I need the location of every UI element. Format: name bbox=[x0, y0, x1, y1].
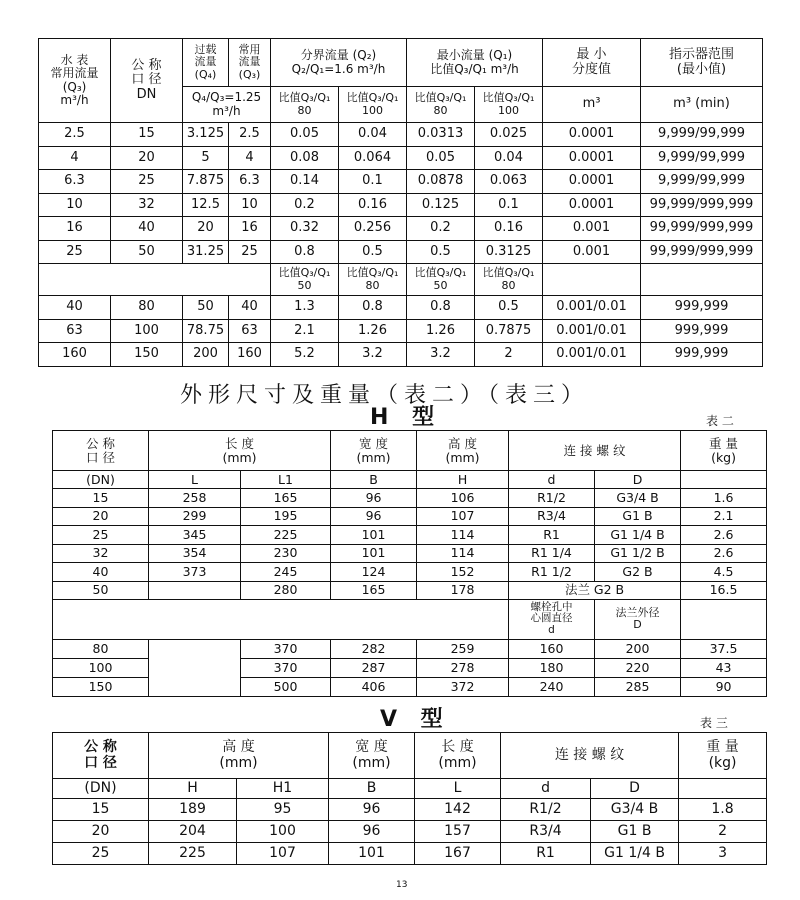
h-row50-B: 165 bbox=[331, 581, 417, 599]
cell-B: 96 bbox=[329, 799, 415, 821]
subheader-q1-ratio-80: 比值Q₃/Q₁ 80 bbox=[475, 264, 543, 296]
cell-L: 373 bbox=[149, 563, 241, 582]
cell-q4: 200 bbox=[183, 343, 229, 367]
cell-dn: 40 bbox=[111, 217, 183, 241]
h-header-D: D bbox=[595, 471, 681, 489]
cell-q2-a: 5.2 bbox=[271, 343, 339, 367]
cell-dn: 32 bbox=[111, 193, 183, 217]
cell-weight: 43 bbox=[681, 658, 767, 677]
h-flange-bolt-circle: 螺栓孔中 心圆直径 d bbox=[509, 599, 595, 639]
cell-q2-b: 0.1 bbox=[339, 170, 407, 194]
cell-H: 204 bbox=[149, 821, 237, 843]
header-resolution: 最 小 分度值 bbox=[543, 39, 641, 87]
cell-dn: 25 bbox=[53, 526, 149, 545]
cell-B: 96 bbox=[331, 489, 417, 508]
table-row bbox=[39, 319, 763, 343]
cell-q4: 20 bbox=[183, 217, 229, 241]
cell-L: 167 bbox=[415, 843, 501, 865]
table-row bbox=[53, 821, 767, 843]
cell-B: 124 bbox=[331, 563, 417, 582]
cell-resolution: 0.0001 bbox=[543, 123, 641, 147]
v-header-D: D bbox=[591, 779, 679, 799]
cell-dn: 150 bbox=[53, 677, 149, 696]
v-header-height: 高 度 (mm) bbox=[149, 733, 329, 779]
cell-q3: 63 bbox=[229, 319, 271, 343]
table-row bbox=[53, 489, 767, 508]
h-flange-spacer bbox=[53, 599, 509, 639]
cell-H: 278 bbox=[417, 658, 509, 677]
cell-H: 189 bbox=[149, 799, 237, 821]
v-type-dimension-table bbox=[52, 732, 767, 865]
cell-q2-a: 0.08 bbox=[271, 146, 339, 170]
h-flange-weight-blank bbox=[681, 599, 767, 639]
cell-q2-b: 0.256 bbox=[339, 217, 407, 241]
cell-q2-b: 0.04 bbox=[339, 123, 407, 147]
cell-D: 285 bbox=[595, 677, 681, 696]
h-header-weight-blank bbox=[681, 471, 767, 489]
v-header-B: B bbox=[329, 779, 415, 799]
cell-range: 999,999 bbox=[641, 296, 763, 320]
v-header-L: L bbox=[415, 779, 501, 799]
header-transitional-flow: 分界流量 (Q₂) Q₂/Q₁=1.6 m³/h bbox=[271, 39, 407, 87]
h-row50-dn: 50 bbox=[53, 581, 149, 599]
cell-q3: 40 bbox=[229, 296, 271, 320]
cell-q1-b: 0.063 bbox=[475, 170, 543, 194]
table-row bbox=[39, 170, 763, 194]
v-header-thread: 连 接 螺 纹 bbox=[501, 733, 679, 779]
cell-weight: 4.5 bbox=[681, 563, 767, 582]
table-row bbox=[39, 343, 763, 367]
cell-range: 99,999/999,999 bbox=[641, 240, 763, 264]
cell-q2-b: 0.5 bbox=[339, 240, 407, 264]
cell-L1: 165 bbox=[241, 489, 331, 508]
table-row bbox=[53, 799, 767, 821]
h-header-H: H bbox=[417, 471, 509, 489]
h-header-length: 长 度 (mm) bbox=[149, 431, 331, 471]
cell-q1-b: 0.3125 bbox=[475, 240, 543, 264]
v-header-H: H bbox=[149, 779, 237, 799]
cell-B: 96 bbox=[329, 821, 415, 843]
cell-L1: 245 bbox=[241, 563, 331, 582]
h-header-L1: L1 bbox=[241, 471, 331, 489]
subheader-q2-ratio-80: 比值Q₃/Q₁ 80 bbox=[339, 264, 407, 296]
h-row50-flange: 法兰 G2 B bbox=[509, 581, 681, 599]
cell-L: 258 bbox=[149, 489, 241, 508]
h-header-width: 宽 度 (mm) bbox=[331, 431, 417, 471]
cell-q2-a: 0.2 bbox=[271, 193, 339, 217]
subheader-blank-range bbox=[641, 264, 763, 296]
cell-q3: 16 bbox=[229, 217, 271, 241]
header-indicator-range: 指示器范围 (最小值) bbox=[641, 39, 763, 87]
cell-H: 106 bbox=[417, 489, 509, 508]
cell-q2-b: 1.26 bbox=[339, 319, 407, 343]
table-row bbox=[53, 639, 767, 658]
h-header-dn-unit: (DN) bbox=[53, 471, 149, 489]
v-header-weight: 重 量 (kg) bbox=[679, 733, 767, 779]
cell-D: G3/4 B bbox=[591, 799, 679, 821]
cell-L: 299 bbox=[149, 507, 241, 526]
cell-q4: 3.125 bbox=[183, 123, 229, 147]
cell-weight: 2 bbox=[679, 821, 767, 843]
cell-dn: 150 bbox=[111, 343, 183, 367]
cell-D: G1 1/4 B bbox=[595, 526, 681, 545]
h-header-dn: 公 称 口 径 bbox=[53, 431, 149, 471]
h-flange-outer-dia: 法兰外径 D bbox=[595, 599, 681, 639]
v-type-tag: 表 三 bbox=[700, 716, 728, 730]
cell-resolution: 0.0001 bbox=[543, 146, 641, 170]
subheader-spacer bbox=[39, 264, 271, 296]
cell-B: 101 bbox=[331, 526, 417, 545]
cell-B: 101 bbox=[331, 544, 417, 563]
cell-flow: 16 bbox=[39, 217, 111, 241]
header-resolution-unit: m³ bbox=[543, 87, 641, 123]
cell-q3: 4 bbox=[229, 146, 271, 170]
cell-q2-b: 3.2 bbox=[339, 343, 407, 367]
table-row bbox=[39, 146, 763, 170]
cell-range: 99,999/999,999 bbox=[641, 217, 763, 241]
cell-q1-a: 3.2 bbox=[407, 343, 475, 367]
cell-L1: 370 bbox=[241, 639, 331, 658]
subheader-q1-ratio-50: 比值Q₃/Q₁ 50 bbox=[407, 264, 475, 296]
cell-dn: 25 bbox=[53, 843, 149, 865]
cell-q2-a: 1.3 bbox=[271, 296, 339, 320]
cell-q1-a: 0.0313 bbox=[407, 123, 475, 147]
cell-q1-b: 2 bbox=[475, 343, 543, 367]
cell-dn: 32 bbox=[53, 544, 149, 563]
cell-L: 157 bbox=[415, 821, 501, 843]
v-header-length: 长 度 (mm) bbox=[415, 733, 501, 779]
cell-H1: 95 bbox=[237, 799, 329, 821]
header-overload-flow: 过载 流量 (Q₄) bbox=[183, 39, 229, 87]
table-row bbox=[53, 507, 767, 526]
cell-flow: 10 bbox=[39, 193, 111, 217]
cell-q2-a: 0.32 bbox=[271, 217, 339, 241]
cell-H1: 100 bbox=[237, 821, 329, 843]
cell-dn: 100 bbox=[111, 319, 183, 343]
cell-weight: 2.6 bbox=[681, 544, 767, 563]
cell-d: R1 1/2 bbox=[509, 563, 595, 582]
cell-q1-a: 0.8 bbox=[407, 296, 475, 320]
header-nominal-diameter: 公 称 口 径 DN bbox=[111, 39, 183, 123]
cell-q4: 12.5 bbox=[183, 193, 229, 217]
cell-weight: 2.6 bbox=[681, 526, 767, 545]
cell-resolution: 0.001/0.01 bbox=[543, 319, 641, 343]
cell-L1: 195 bbox=[241, 507, 331, 526]
table-row bbox=[53, 544, 767, 563]
h-header-height: 高 度 (mm) bbox=[417, 431, 509, 471]
cell-B: 282 bbox=[331, 639, 417, 658]
cell-D: G1 1/4 B bbox=[591, 843, 679, 865]
h-row50-weight: 16.5 bbox=[681, 581, 767, 599]
cell-D: G3/4 B bbox=[595, 489, 681, 508]
flow-spec-table bbox=[38, 38, 763, 367]
cell-L1: 230 bbox=[241, 544, 331, 563]
cell-H: 107 bbox=[417, 507, 509, 526]
cell-dn: 50 bbox=[111, 240, 183, 264]
cell-d: R1 bbox=[509, 526, 595, 545]
subheader-q2-ratio-50: 比值Q₃/Q₁ 50 bbox=[271, 264, 339, 296]
cell-q2-a: 2.1 bbox=[271, 319, 339, 343]
cell-D: G1 1/2 B bbox=[595, 544, 681, 563]
cell-q2-a: 0.05 bbox=[271, 123, 339, 147]
header-q2-ratio-80: 比值Q₃/Q₁ 80 bbox=[271, 87, 339, 123]
cell-weight: 1.6 bbox=[681, 489, 767, 508]
cell-q4: 7.875 bbox=[183, 170, 229, 194]
cell-D: G2 B bbox=[595, 563, 681, 582]
cell-weight: 3 bbox=[679, 843, 767, 865]
header-ratio-q4q3: Q₄/Q₃=1.25 m³/h bbox=[183, 87, 271, 123]
cell-weight: 37.5 bbox=[681, 639, 767, 658]
cell-dn: 20 bbox=[111, 146, 183, 170]
cell-q3: 2.5 bbox=[229, 123, 271, 147]
cell-range: 9,999/99,999 bbox=[641, 170, 763, 194]
h-row50-L1: 280 bbox=[241, 581, 331, 599]
cell-q1-a: 0.2 bbox=[407, 217, 475, 241]
cell-range: 999,999 bbox=[641, 343, 763, 367]
table-row bbox=[53, 843, 767, 865]
cell-q1-b: 0.04 bbox=[475, 146, 543, 170]
cell-q2-a: 0.14 bbox=[271, 170, 339, 194]
header-q1-ratio-80: 比值Q₃/Q₁ 80 bbox=[407, 87, 475, 123]
table-row bbox=[53, 563, 767, 582]
cell-resolution: 0.001 bbox=[543, 240, 641, 264]
cell-q4: 5 bbox=[183, 146, 229, 170]
v-header-H1: H1 bbox=[237, 779, 329, 799]
cell-resolution: 0.001/0.01 bbox=[543, 296, 641, 320]
cell-H: 114 bbox=[417, 526, 509, 545]
h-header-weight: 重 量 (kg) bbox=[681, 431, 767, 471]
cell-L: 345 bbox=[149, 526, 241, 545]
cell-dn: 15 bbox=[111, 123, 183, 147]
h-row50-H: 178 bbox=[417, 581, 509, 599]
header-minimum-flow: 最小流量 (Q₁) 比值Q₃/Q₁ m³/h bbox=[407, 39, 543, 87]
v-header-dn-unit: (DN) bbox=[53, 779, 149, 799]
header-permanent-flow: 常用 流量 (Q₃) bbox=[229, 39, 271, 87]
cell-L-blank bbox=[149, 639, 241, 696]
cell-weight: 90 bbox=[681, 677, 767, 696]
h-type-title: H 型 bbox=[370, 405, 443, 430]
h-header-thread: 连 接 螺 纹 bbox=[509, 431, 681, 471]
cell-flow: 4 bbox=[39, 146, 111, 170]
cell-L1: 500 bbox=[241, 677, 331, 696]
cell-L: 354 bbox=[149, 544, 241, 563]
cell-flow: 25 bbox=[39, 240, 111, 264]
cell-flow: 2.5 bbox=[39, 123, 111, 147]
cell-H: 372 bbox=[417, 677, 509, 696]
cell-q4: 31.25 bbox=[183, 240, 229, 264]
cell-q1-a: 1.26 bbox=[407, 319, 475, 343]
cell-B: 96 bbox=[331, 507, 417, 526]
cell-flow: 40 bbox=[39, 296, 111, 320]
cell-q1-a: 0.125 bbox=[407, 193, 475, 217]
v-header-dn: 公 称 口 径 bbox=[53, 733, 149, 779]
cell-flow: 63 bbox=[39, 319, 111, 343]
cell-weight: 1.8 bbox=[679, 799, 767, 821]
header-q1-ratio-100: 比值Q₃/Q₁ 100 bbox=[475, 87, 543, 123]
cell-dn: 15 bbox=[53, 489, 149, 508]
cell-q3: 10 bbox=[229, 193, 271, 217]
cell-q2-a: 0.8 bbox=[271, 240, 339, 264]
cell-dn: 100 bbox=[53, 658, 149, 677]
table-row bbox=[39, 296, 763, 320]
cell-B: 406 bbox=[331, 677, 417, 696]
h-header-B: B bbox=[331, 471, 417, 489]
cell-d: R1/2 bbox=[509, 489, 595, 508]
table-row bbox=[39, 193, 763, 217]
cell-q1-b: 0.5 bbox=[475, 296, 543, 320]
cell-dn: 20 bbox=[53, 821, 149, 843]
h-header-d: d bbox=[509, 471, 595, 489]
h-type-tag: 表 二 bbox=[706, 414, 734, 428]
v-header-width: 宽 度 (mm) bbox=[329, 733, 415, 779]
table-row bbox=[53, 526, 767, 545]
cell-q1-b: 0.025 bbox=[475, 123, 543, 147]
cell-dn: 20 bbox=[53, 507, 149, 526]
cell-q2-b: 0.16 bbox=[339, 193, 407, 217]
cell-q1-b: 0.16 bbox=[475, 217, 543, 241]
cell-H: 152 bbox=[417, 563, 509, 582]
table-row bbox=[39, 123, 763, 147]
header-nominal-flow: 水 表 常用流量 (Q₃) m³/h bbox=[39, 39, 111, 123]
cell-flow: 6.3 bbox=[39, 170, 111, 194]
cell-q3: 6.3 bbox=[229, 170, 271, 194]
cell-dn: 15 bbox=[53, 799, 149, 821]
section-title: 外形尺寸及重量（表二）（表三） bbox=[180, 383, 590, 408]
table-row bbox=[39, 217, 763, 241]
cell-L1: 370 bbox=[241, 658, 331, 677]
cell-range: 99,999/999,999 bbox=[641, 193, 763, 217]
cell-dn: 25 bbox=[111, 170, 183, 194]
cell-q4: 78.75 bbox=[183, 319, 229, 343]
cell-D: 200 bbox=[595, 639, 681, 658]
cell-q4: 50 bbox=[183, 296, 229, 320]
cell-d: 240 bbox=[509, 677, 595, 696]
cell-resolution: 0.0001 bbox=[543, 193, 641, 217]
cell-resolution: 0.0001 bbox=[543, 170, 641, 194]
cell-q1-a: 0.5 bbox=[407, 240, 475, 264]
cell-B: 101 bbox=[329, 843, 415, 865]
h-type-dimension-table bbox=[52, 430, 767, 697]
v-header-d: d bbox=[501, 779, 591, 799]
cell-range: 999,999 bbox=[641, 319, 763, 343]
cell-H: 225 bbox=[149, 843, 237, 865]
cell-flow: 160 bbox=[39, 343, 111, 367]
subheader-blank-res bbox=[543, 264, 641, 296]
cell-q3: 25 bbox=[229, 240, 271, 264]
cell-B: 287 bbox=[331, 658, 417, 677]
cell-q1-a: 0.0878 bbox=[407, 170, 475, 194]
cell-d: R1/2 bbox=[501, 799, 591, 821]
cell-q2-b: 0.8 bbox=[339, 296, 407, 320]
cell-q2-b: 0.064 bbox=[339, 146, 407, 170]
page-number: 13 bbox=[396, 880, 408, 890]
cell-resolution: 0.001/0.01 bbox=[543, 343, 641, 367]
cell-dn: 80 bbox=[111, 296, 183, 320]
cell-D: 220 bbox=[595, 658, 681, 677]
cell-range: 9,999/99,999 bbox=[641, 123, 763, 147]
cell-D: G1 B bbox=[591, 821, 679, 843]
cell-d: 180 bbox=[509, 658, 595, 677]
table-row bbox=[39, 240, 763, 264]
cell-H: 259 bbox=[417, 639, 509, 658]
cell-dn: 80 bbox=[53, 639, 149, 658]
h-row50-blank bbox=[149, 581, 241, 599]
cell-resolution: 0.001 bbox=[543, 217, 641, 241]
cell-L1: 225 bbox=[241, 526, 331, 545]
cell-d: R3/4 bbox=[501, 821, 591, 843]
cell-weight: 2.1 bbox=[681, 507, 767, 526]
cell-q3: 160 bbox=[229, 343, 271, 367]
cell-d: R1 1/4 bbox=[509, 544, 595, 563]
cell-q1-b: 0.1 bbox=[475, 193, 543, 217]
v-type-title: V 型 bbox=[380, 707, 451, 732]
header-range-unit: m³ (min) bbox=[641, 87, 763, 123]
cell-D: G1 B bbox=[595, 507, 681, 526]
header-q2-ratio-100: 比值Q₃/Q₁ 100 bbox=[339, 87, 407, 123]
cell-d: R3/4 bbox=[509, 507, 595, 526]
cell-H1: 107 bbox=[237, 843, 329, 865]
cell-H: 114 bbox=[417, 544, 509, 563]
cell-d: R1 bbox=[501, 843, 591, 865]
cell-d: 160 bbox=[509, 639, 595, 658]
cell-q1-b: 0.7875 bbox=[475, 319, 543, 343]
cell-range: 9,999/99,999 bbox=[641, 146, 763, 170]
h-header-L: L bbox=[149, 471, 241, 489]
cell-L: 142 bbox=[415, 799, 501, 821]
v-header-weight-blank bbox=[679, 779, 767, 799]
cell-q1-a: 0.05 bbox=[407, 146, 475, 170]
cell-dn: 40 bbox=[53, 563, 149, 582]
